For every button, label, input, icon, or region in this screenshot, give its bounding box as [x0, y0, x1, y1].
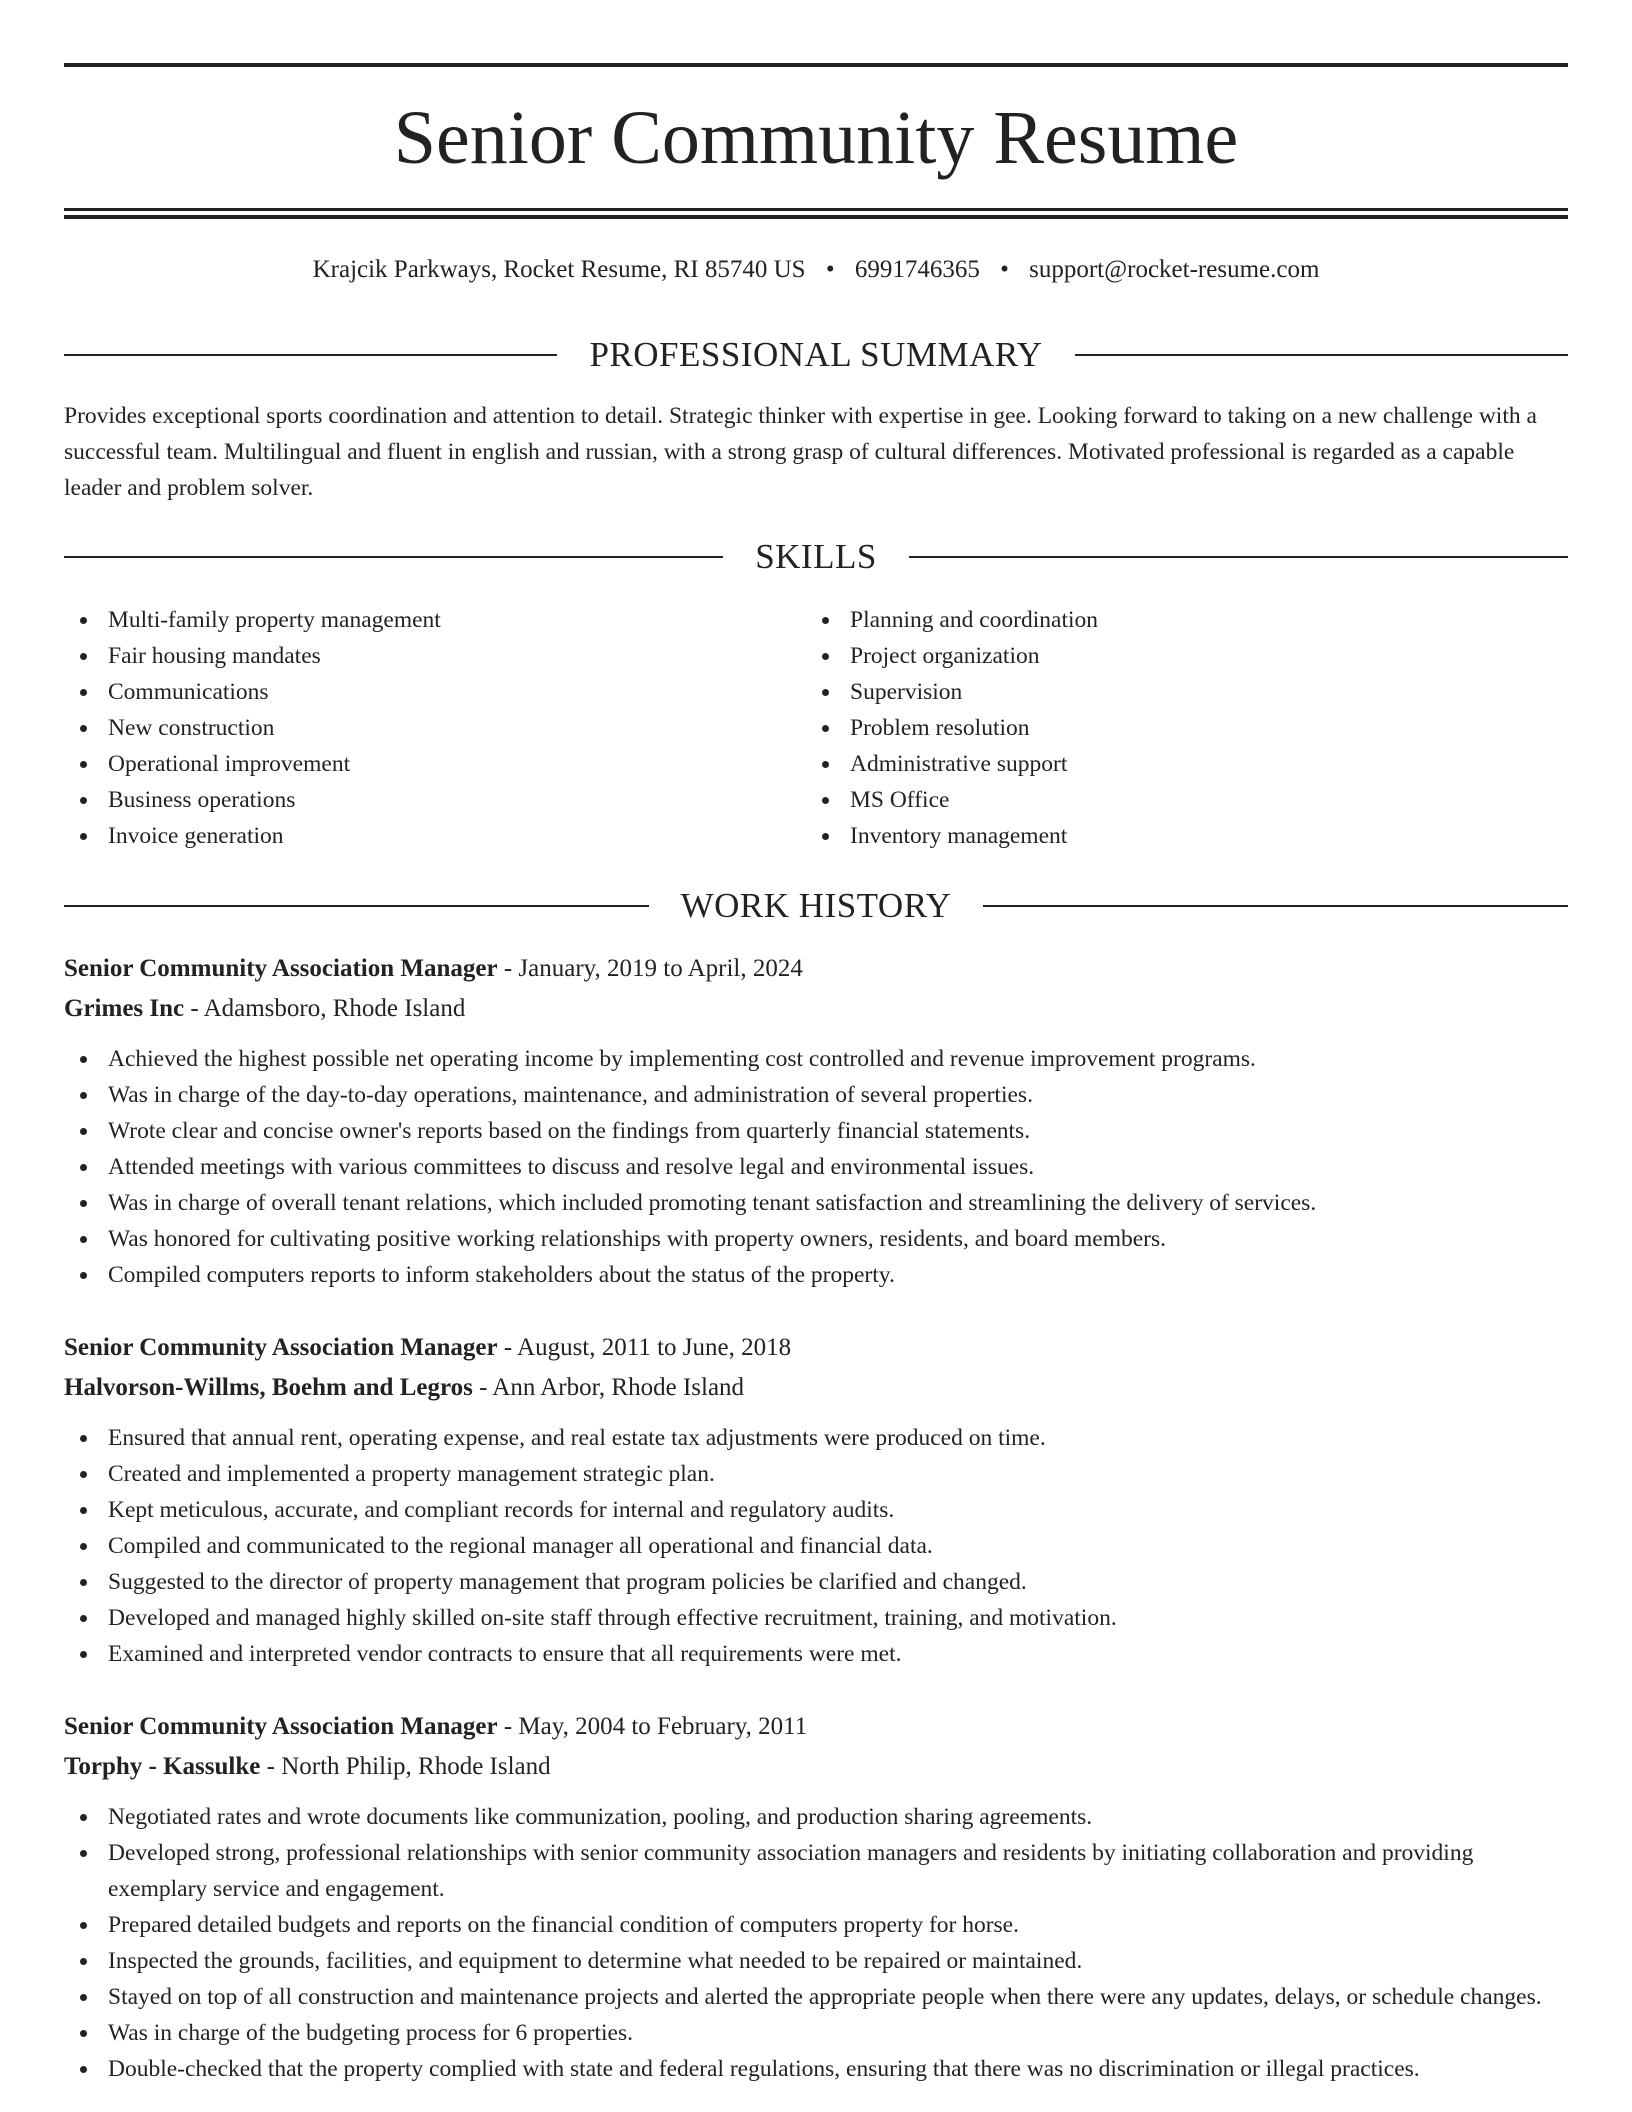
heading-rule-left — [64, 905, 649, 907]
header-bottom-rule — [64, 208, 1568, 211]
skill-item: Communications — [64, 674, 784, 710]
summary-text: Provides exceptional sports coordination and attention to detail. Strategic thinker with expertise in gee. Looking forward to taking on a new challenge with a successful team. Multilingual and fluent in english and russian, with a strong grasp of cultural differences. Motivated professional is regarded as a capable leader and problem solver. — [64, 403, 1537, 501]
job-company-line — [64, 1747, 1568, 1787]
skill-item: Administrative support — [806, 746, 1526, 782]
job-bullet: Examined and interpreted vendor contracts to ensure that all requirements were met. — [64, 1636, 1568, 1672]
job-title-line — [64, 1328, 1568, 1368]
job-bullet: Was in charge of overall tenant relations, which included promoting tenant satisfaction and streamlining the delivery of services. — [64, 1185, 1568, 1221]
job-company: Grimes Inc — [64, 995, 185, 1022]
skill-item: MS Office — [806, 782, 1526, 818]
contact-address: Krajcik Parkways, Rocket Resume, RI 85740 US — [312, 256, 806, 283]
skill-item: Planning and coordination — [806, 602, 1526, 638]
job-dates: - January, 2019 to April, 2024 — [497, 955, 803, 982]
contact-separator: • — [825, 256, 835, 283]
job-bullet: Suggested to the director of property management that program policies be clarified and changed. — [64, 1564, 1568, 1600]
heading-rule-left — [64, 556, 723, 558]
job-bullet: Developed and managed highly skilled on-site staff through effective recruitment, training, and motivation. — [64, 1600, 1568, 1636]
job-location: - North Philip, Rhode Island — [260, 1753, 551, 1780]
job-bullet: Attended meetings with various committees to discuss and resolve legal and environmental issues. — [64, 1149, 1568, 1185]
job-bullet: Was honored for cultivating positive working relationships with property owners, residents, and board members. — [64, 1221, 1568, 1257]
job-bullet: Compiled and communicated to the regional manager all operational and financial data. — [64, 1528, 1568, 1564]
job-bullet: Wrote clear and concise owner's reports based on the findings from quarterly financial statements. — [64, 1113, 1568, 1149]
job-entry — [64, 1328, 1568, 1672]
job-bullet: Ensured that annual rent, operating expense, and real estate tax adjustments were produced on time. — [64, 1420, 1568, 1456]
job-dates: - May, 2004 to February, 2011 — [497, 1713, 808, 1740]
job-bullet: Double-checked that the property complied with state and federal regulations, ensuring that there was no discrimination or illegal practices. — [64, 2051, 1568, 2087]
section-title: WORK HISTORY — [680, 886, 952, 925]
section-heading-work — [64, 884, 1568, 928]
section-heading-summary — [64, 333, 1568, 377]
section-title: PROFESSIONAL SUMMARY — [589, 335, 1043, 374]
job-dates: - August, 2011 to June, 2018 — [497, 1334, 792, 1361]
job-bullet: Prepared detailed budgets and reports on the financial condition of computers property for horse. — [64, 1907, 1568, 1943]
job-bullets — [64, 1041, 1568, 1293]
contact-phone: 6991746365 — [854, 256, 980, 283]
header-bottom-rule-thick — [64, 215, 1568, 219]
heading-rule-right — [983, 905, 1568, 907]
job-bullet: Compiled computers reports to inform stakeholders about the status of the property. — [64, 1257, 1568, 1293]
skill-item: Operational improvement — [64, 746, 784, 782]
section-title: SKILLS — [755, 537, 877, 576]
job-bullet: Achieved the highest possible net operating income by implementing cost controlled and revenue improvement programs. — [64, 1041, 1568, 1077]
job-title-line — [64, 1707, 1568, 1747]
job-company-line — [64, 1368, 1568, 1408]
job-bullet: Created and implemented a property management strategic plan. — [64, 1456, 1568, 1492]
header-top-rule — [64, 63, 1568, 67]
job-title-line — [64, 949, 1568, 989]
job-bullet: Was in charge of the budgeting process for 6 properties. — [64, 2015, 1568, 2051]
skill-item: New construction — [64, 710, 784, 746]
skill-item: Problem resolution — [806, 710, 1526, 746]
contact-separator: • — [1000, 256, 1009, 283]
skills-list-right — [806, 602, 1526, 854]
job-bullet: Kept meticulous, accurate, and compliant records for internal and regulatory audits. — [64, 1492, 1568, 1528]
job-bullet: Was in charge of the day-to-day operations, maintenance, and administration of several properties. — [64, 1077, 1568, 1113]
job-title: Senior Community Association Manager — [64, 1334, 498, 1361]
contact-line — [64, 252, 1568, 288]
skill-item: Invoice generation — [64, 818, 784, 854]
heading-rule-right — [909, 556, 1568, 558]
heading-rule-right — [1075, 354, 1568, 356]
job-entry — [64, 949, 1568, 1293]
job-bullets — [64, 1420, 1568, 1672]
skill-item: Fair housing mandates — [64, 638, 784, 674]
skill-item: Project organization — [806, 638, 1526, 674]
heading-rule-left — [64, 354, 557, 356]
job-title: Senior Community Association Manager — [64, 1713, 498, 1740]
skill-item: Supervision — [806, 674, 1526, 710]
section-heading-skills — [64, 535, 1568, 579]
job-company: Torphy - Kassulke — [64, 1753, 261, 1780]
job-company: Halvorson-Willms, Boehm and Legros — [64, 1374, 473, 1401]
contact-email: support@rocket-resume.com — [1029, 256, 1320, 283]
skill-item: Multi-family property management — [64, 602, 784, 638]
job-bullet: Inspected the grounds, facilities, and equipment to determine what needed to be repaired or maintained. — [64, 1943, 1568, 1979]
job-bullet: Developed strong, professional relationships with senior community association managers and residents by initiating collaboration and providing exemplary service and engagement. — [64, 1835, 1568, 1907]
job-bullet: Stayed on top of all construction and maintenance projects and alerted the appropriate people when there were any updates, delays, or schedule changes. — [64, 1979, 1568, 2015]
job-bullet: Negotiated rates and wrote documents like communization, pooling, and production sharing agreements. — [64, 1799, 1568, 1835]
job-title: Senior Community Association Manager — [64, 955, 498, 982]
skills-list-left — [64, 602, 784, 854]
job-bullets — [64, 1799, 1568, 2087]
skill-item: Inventory management — [806, 818, 1526, 854]
job-company-line — [64, 989, 1568, 1029]
job-location: - Ann Arbor, Rhode Island — [472, 1374, 745, 1401]
job-entry — [64, 1707, 1568, 2087]
resume-title: Senior Community Resume — [393, 96, 1239, 180]
job-location: - Adamsboro, Rhode Island — [184, 995, 466, 1022]
skill-item: Business operations — [64, 782, 784, 818]
